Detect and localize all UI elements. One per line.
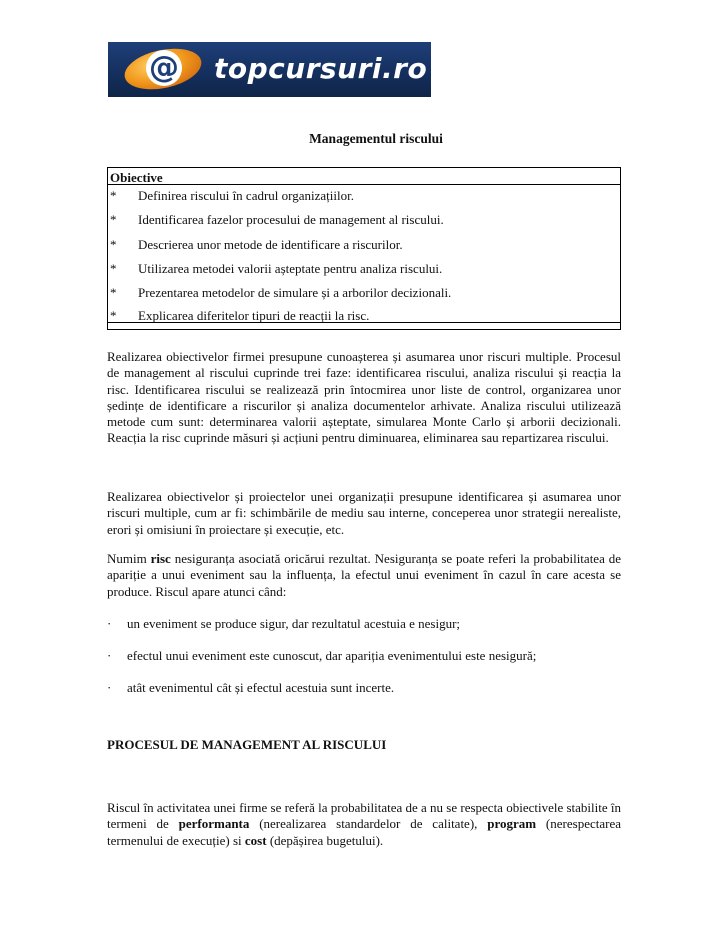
row-divider <box>108 184 620 185</box>
paragraph-intro: Realizarea obiectivelor firmei presupune cunoașterea și asumarea unor riscuri multiple. Procesul de management al riscului cuprinde trei faze: identificarea riscului, analiza riscului și reacția la risc. Identificarea riscului se realizează prin întocmirea unor liste de control, organizarea unor ședințe de identificare a riscurilor și analiza documentelor arhivate. Analiza riscului utilizează metode cum sunt: determinarea valorii așteptate, simularea Monte Carlo și arborii decizionali. Reacția la risc cuprinde măsuri și acțiuni pentru diminuarea, eliminarea sau repartizarea riscului. <box>107 349 621 446</box>
p3-after: nesiguranța asociată oricărui rezultat. Nesiguranța se poate referi la probabilitatea de apariție a unui eveniment sau la influența, la efectul unui eveniment în cazul în care acesta se produce. Riscul apare atunci când: <box>107 551 621 599</box>
bullet-marker: · <box>107 648 112 663</box>
objective-text: Definirea riscului în cadrul organizațiilor. <box>138 188 354 203</box>
objective-marker: * <box>110 261 117 276</box>
objective-marker: * <box>110 308 117 323</box>
bullet-text: efectul unui eveniment este cunoscut, dar apariția evenimentului este nesigură; <box>127 648 537 663</box>
objective-marker: * <box>110 285 117 300</box>
objectives-box <box>107 167 621 330</box>
p4-text-4: (depășirea bugetului). <box>266 832 384 848</box>
section-heading: PROCESUL DE MANAGEMENT AL RISCULUI <box>107 737 387 752</box>
paragraph-objectives: Realizarea obiectivelor și proiectelor unei organizații presupune identificarea și asumarea unor riscuri multiple, cum ar fi: schimbările de mediu sau interne, conceperea unor strategii nerealiste, erori și omisiuni în proiectare și execuție, etc. <box>107 489 621 537</box>
site-logo <box>108 42 431 97</box>
term-cost: cost <box>244 832 267 848</box>
bullet-text: un eveniment se produce sigur, dar rezultatul acestuia e nesigur; <box>127 616 461 631</box>
p4-text-1: Riscul în activitatea unei firme se referă la probabilitatea de a nu se respecta obiectivele stabilite în termeni de <box>107 800 622 832</box>
logo-text: topcursuri.ro <box>214 52 428 85</box>
objective-text: Descrierea unor metode de identificare a riscurilor. <box>138 237 403 252</box>
box-bottom-band <box>108 322 620 329</box>
objective-marker: * <box>110 188 117 203</box>
p3-before: Numim <box>107 551 151 566</box>
objective-text: Explicarea diferitelor tipuri de reacții la risc. <box>138 308 370 323</box>
objective-text: Utilizarea metodei valorii așteptate pentru analiza riscului. <box>138 261 443 276</box>
bullet-text: atât evenimentul cât și efectul acestuia sunt incerte. <box>127 680 395 695</box>
objective-marker: * <box>110 212 117 227</box>
term-performanta: performanta <box>178 816 250 832</box>
term-risc: risc <box>150 551 171 566</box>
term-program: program <box>487 816 537 832</box>
objective-text: Identificarea fazelor procesului de management al riscului. <box>138 212 444 227</box>
objectives-heading: Obiective <box>110 170 163 185</box>
paragraph-risk-activity <box>107 800 621 849</box>
bullet-marker: · <box>107 616 112 631</box>
paragraph-risk-definition <box>107 551 621 600</box>
page-title: Managementul riscului <box>309 131 443 146</box>
objective-text: Prezentarea metodelor de simulare și a arborilor decizionali. <box>138 285 452 300</box>
p4-text-3: (nerespectarea termenului de execuție) si <box>107 816 621 848</box>
p4-text-2: (nerealizarea standardelor de calitate), <box>249 816 488 832</box>
bullet-marker: · <box>107 680 112 695</box>
at-sign-icon: @ <box>146 50 182 86</box>
objective-marker: * <box>110 237 117 252</box>
